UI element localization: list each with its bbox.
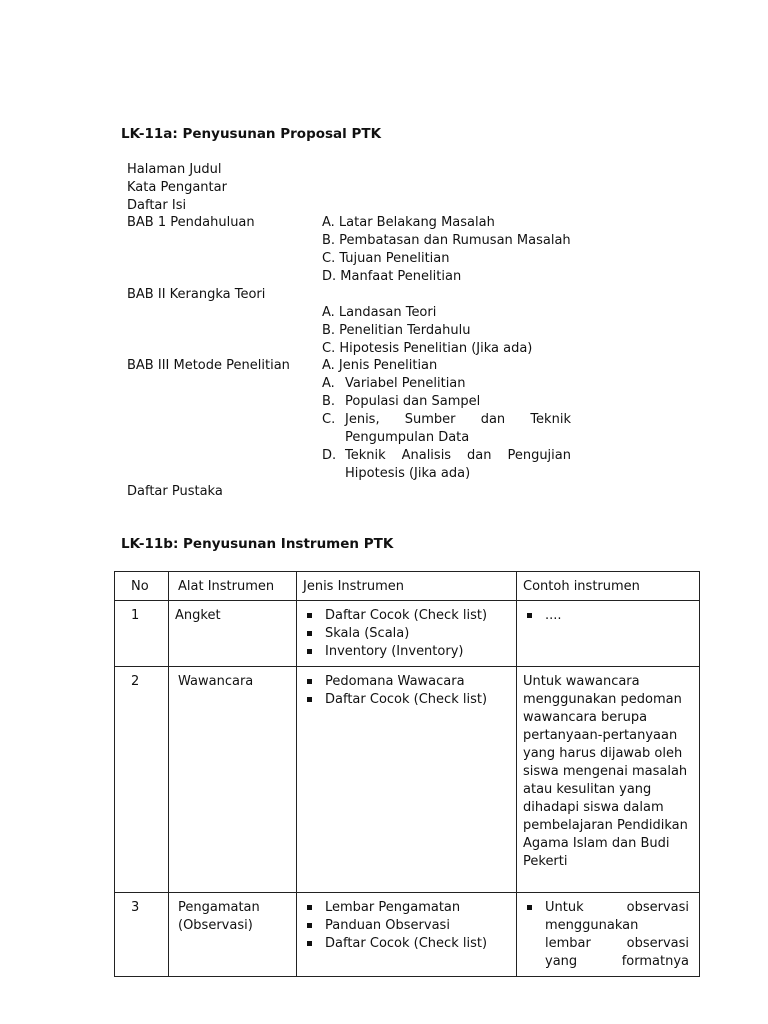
header-cell-contoh: Contoh instrumen — [517, 572, 700, 601]
cell-alat: Pengamatan (Observasi) — [169, 893, 297, 977]
jenis-list — [303, 899, 510, 953]
table-row — [115, 667, 700, 893]
subitem-bab3-letter: A. — [322, 376, 335, 391]
list-item: .... — [523, 607, 693, 625]
instrument-table — [114, 571, 700, 977]
table-row — [115, 893, 700, 977]
chapter-label-bab3: BAB III Metode Penelitian — [127, 358, 290, 373]
jenis-list — [303, 673, 510, 709]
list-item: Daftar Cocok (Check list) — [303, 607, 510, 625]
outline-item-daftar-pustaka: Daftar Pustaka — [127, 484, 223, 499]
cell-alat: Wawancara — [169, 667, 297, 893]
list-item: Pedomana Wawacara — [303, 673, 510, 691]
subitem-bab3-teknik-analisis: Teknik Analisis dan Pengujian — [345, 448, 571, 463]
subitem-bab3-letter: D. — [322, 448, 337, 463]
table-header-row — [115, 572, 700, 601]
subitem-bab2-a: A. Landasan Teori — [322, 305, 437, 320]
outline-item-halaman-judul: Halaman Judul — [127, 162, 222, 177]
subitem-bab2-b: B. Penelitian Terdahulu — [322, 323, 471, 338]
cell-no: 3 — [115, 893, 169, 977]
outline-item-kata-pengantar: Kata Pengantar — [127, 180, 227, 195]
cell-contoh — [517, 667, 700, 893]
subitem-bab1-c: C. Tujuan Penelitian — [322, 251, 450, 266]
header-cell-alat: Alat Instrumen — [169, 572, 297, 601]
subitem-bab3-teknik-analisis-cont: Hipotesis (Jika ada) — [345, 466, 471, 481]
section-title-lk11b: LK-11b: Penyusunan Instrumen PTK — [121, 536, 394, 552]
jenis-list — [303, 607, 510, 661]
list-item: Inventory (Inventory) — [303, 643, 510, 661]
subitem-bab3-variabel: Variabel Penelitian — [345, 376, 466, 391]
cell-no: 2 — [115, 667, 169, 893]
subitem-bab2-c: C. Hipotesis Penelitian (Jika ada) — [322, 341, 533, 356]
subitem-bab3-letter: B. — [322, 394, 336, 409]
bullet-icon — [527, 905, 532, 910]
cell-jenis — [297, 893, 517, 977]
subitem-bab3-populasi: Populasi dan Sampel — [345, 394, 481, 409]
cell-jenis — [297, 667, 517, 893]
contoh-bullet-item: Untuk observasi menggunakan lembar observasi yang formatnya — [523, 899, 689, 971]
chapter-label-bab1: BAB 1 Pendahuluan — [127, 215, 255, 230]
outline-item-daftar-isi: Daftar Isi — [127, 198, 187, 213]
subitem-bab1-d: D. Manfaat Penelitian — [322, 269, 462, 284]
subitem-bab1-a: A. Latar Belakang Masalah — [322, 215, 495, 230]
cell-no: 1 — [115, 601, 169, 667]
list-item: Daftar Cocok (Check list) — [303, 691, 510, 709]
header-cell-no: No — [115, 572, 169, 601]
cell-alat: Angket — [169, 601, 297, 667]
subitem-bab3-teknik-pengumpulan: Jenis, Sumber dan Teknik — [345, 412, 571, 427]
subitem-bab3-jenis: A. Jenis Penelitian — [322, 358, 438, 373]
subitem-bab3-teknik-pengumpulan-cont: Pengumpulan Data — [345, 430, 470, 445]
list-item: Lembar Pengamatan — [303, 899, 510, 917]
list-item: Daftar Cocok (Check list) — [303, 935, 510, 953]
list-item: Panduan Observasi — [303, 917, 510, 935]
subitem-bab3-letter: C. — [322, 412, 336, 427]
list-item: Skala (Scala) — [303, 625, 510, 643]
cell-contoh — [517, 893, 700, 977]
contoh-list — [523, 607, 693, 625]
subitem-bab1-b: B. Pembatasan dan Rumusan Masalah — [322, 233, 571, 248]
chapter-label-bab2: BAB II Kerangka Teori — [127, 287, 266, 302]
header-cell-jenis: Jenis Instrumen — [297, 572, 517, 601]
contoh-paragraph: Untuk wawancara menggunakan pedoman wawancara berupa pertanyaan-pertanyaan yang harus dijawab oleh siswa mengenai masalah atau kesulitan yang dihadapi siswa dalam pembelajaran Pendidikan Agama Islam dan Budi Pekerti — [523, 674, 688, 869]
cell-jenis — [297, 601, 517, 667]
table-row — [115, 601, 700, 667]
section-title-lk11a: LK-11a: Penyusunan Proposal PTK — [121, 126, 382, 142]
cell-contoh — [517, 601, 700, 667]
